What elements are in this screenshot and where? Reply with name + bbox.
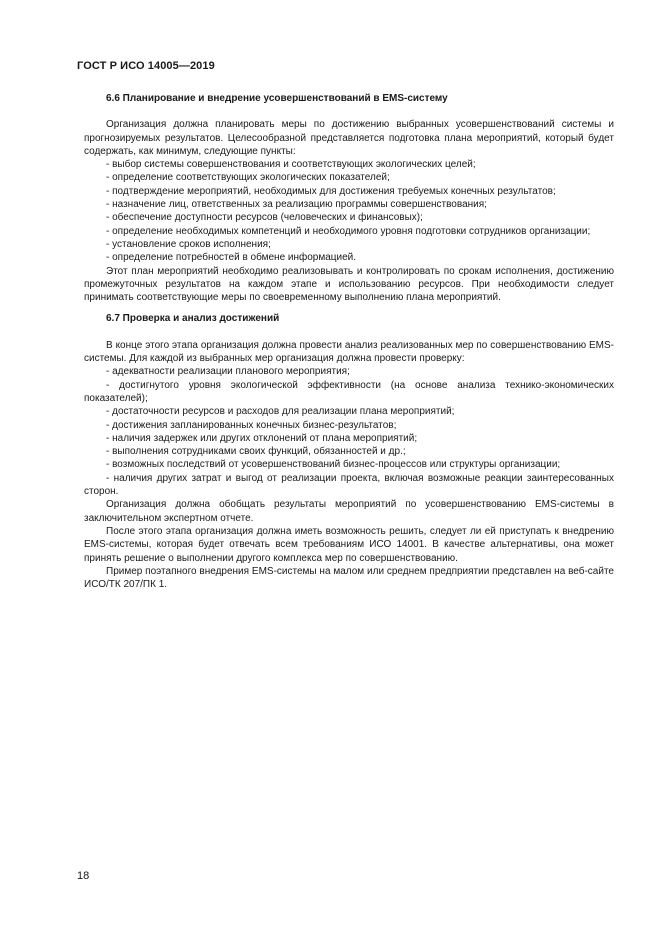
list-item: - обеспечение доступности ресурсов (человеческих и финансовых);	[106, 212, 423, 224]
section-6-7-heading: 6.7 Проверка и анализ достижений	[106, 313, 280, 325]
list-item: - наличия задержек или других отклонений от плана мероприятий;	[106, 432, 418, 444]
list-item: - достаточности ресурсов и расходов для реализации плана мероприятий;	[106, 406, 455, 418]
list-item: - установление сроков исполнения;	[106, 238, 271, 250]
list-item: - достижения запланированных конечных бизнес-результатов;	[106, 419, 397, 431]
list-item: - подтверждение мероприятий, необходимых для достижения требуемых конечных результатов;	[106, 185, 556, 197]
list-item: - наличия других затрат и выгод от реализации проекта, включая возможные реакции заинтересованных сторон.	[84, 472, 614, 498]
standard-designation: ГОСТ Р ИСО 14005—2019	[77, 60, 215, 72]
section-6-7-paragraph: После этого этапа организация должна иметь возможность решить, следует ли ей приступать к внедрению EMS-системы, которая будет отвечать всем требованиям ИСО 14001. В качестве альтернативы, она может принять решение о выполнении другого комплекса мер по совершенствованию.	[84, 525, 614, 564]
list-item: - возможных последствий от усовершенствований бизнес-процессов или структуры организации;	[106, 459, 561, 471]
list-item: - адекватности реализации планового мероприятия;	[106, 366, 350, 378]
section-6-7-intro: В конце этого этапа организация должна провести анализ реализованных мер по совершенствованию EMS-системы. Для каждой из выбранных мер организация должна провести проверку:	[84, 339, 614, 365]
section-6-7-paragraph: Пример поэтапного внедрения EMS-системы на малом или среднем предприятии представлен на веб-сайте ИСО/ТК 207/ПК 1.	[84, 565, 614, 591]
section-6-6-intro: Организация должна планировать меры по достижению выбранных усовершенствований системы и прогнозируемых результатов. Целесообразной представляется подготовка плана мероприятий, который будет содержать, как минимум, следующие пункты:	[84, 119, 614, 157]
page-number: 18	[77, 870, 90, 882]
section-6-7-paragraph: Организация должна обобщать результаты мероприятий по усовершенствованию EMS-системы в заключительном экспертном отчете.	[84, 499, 614, 524]
section-6-6-heading: 6.6 Планирование и внедрение усовершенствований в EMS-систему	[106, 93, 448, 104]
list-item: - определение потребностей в обмене информацией.	[106, 252, 357, 264]
document-body	[84, 92, 614, 591]
section-6-6-closing: Этот план мероприятий необходимо реализовывать и контролировать по срокам исполнения, достижению промежуточных результатов на каждом этапе и использованию ресурсов. При необходимости следует принимать соответствующие меры по своевременному выполнению плана мероприятий.	[84, 265, 614, 304]
list-item: - назначение лиц, ответственных за реализацию программы совершенствования;	[106, 199, 487, 211]
list-item: - определение соответствующих экологических показателей;	[106, 172, 390, 184]
list-item: - выполнения сотрудниками своих функций, обязанностей и др.;	[106, 446, 406, 458]
list-item: - определение необходимых компетенций и необходимого уровня подготовки сотрудников организации;	[106, 225, 591, 237]
list-item: - достигнутого уровня экологической эффективности (на основе анализа технико-экономических показателей);	[84, 379, 614, 404]
list-item: - выбор системы совершенствования и соответствующих экологических целей;	[106, 159, 476, 171]
